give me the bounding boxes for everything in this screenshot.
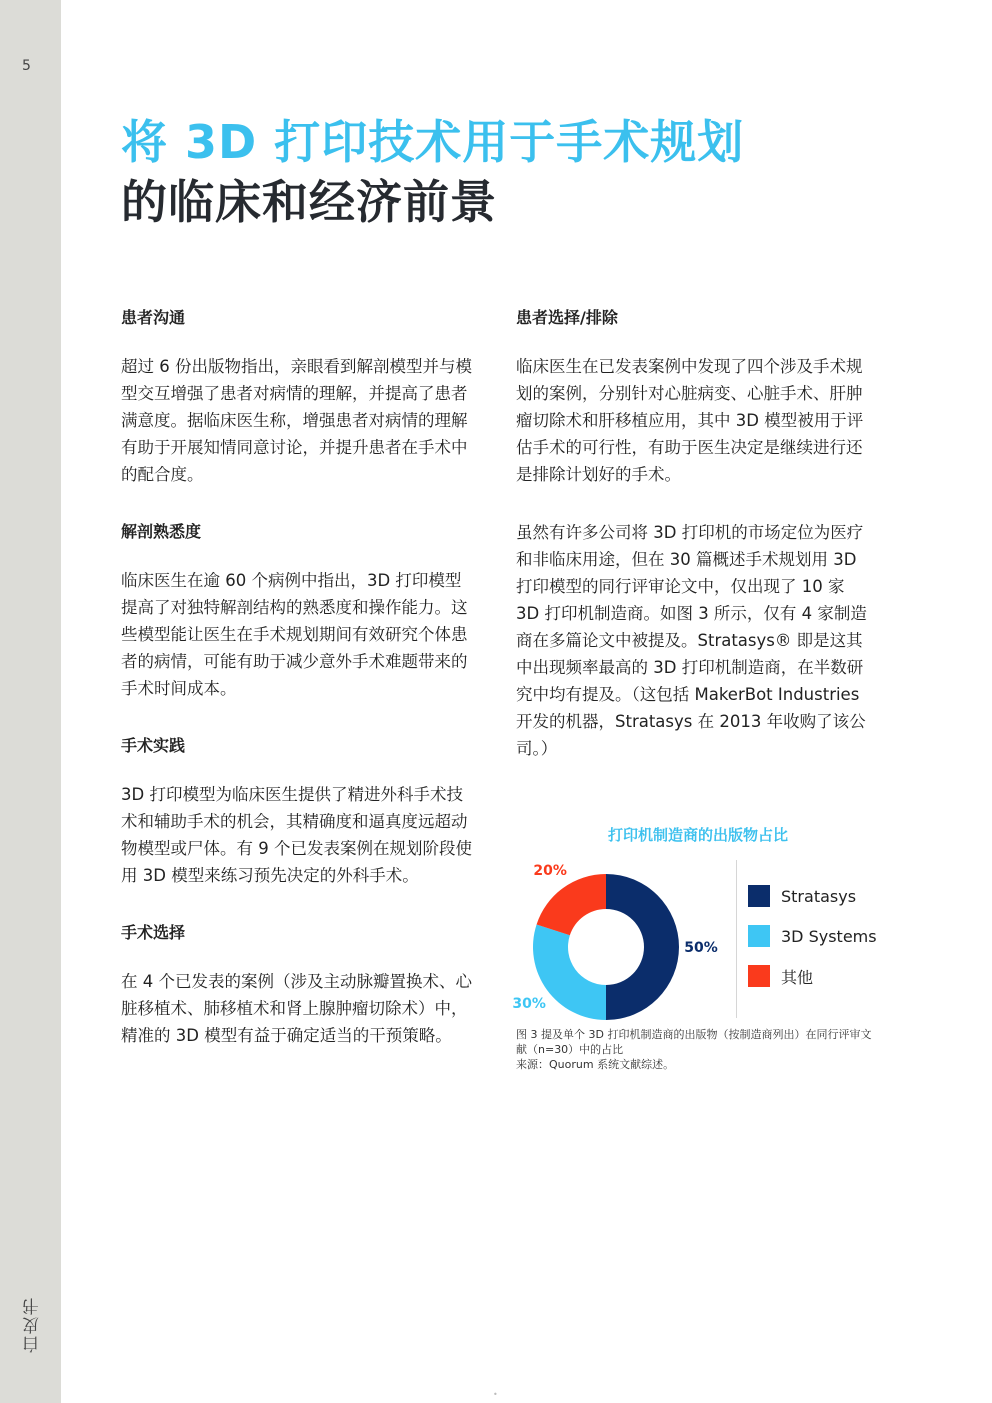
section-heading: 解剖熟悉度 xyxy=(121,522,202,541)
section-heading: 手术选择 xyxy=(121,923,186,942)
section-heading-patient-selection: 患者选择/排除 xyxy=(516,308,618,327)
section-patient-communication xyxy=(121,305,477,488)
legend-label: 其他 xyxy=(781,967,814,987)
title-line-1: 将 3D 打印技术用于手术规划 xyxy=(121,115,745,169)
legend-item-other xyxy=(748,956,877,996)
legend-item-stratasys xyxy=(748,876,877,916)
legend-divider xyxy=(736,860,737,1018)
section-heading: 手术实践 xyxy=(121,736,186,755)
section-text: 在 4 个已发表的案例（涉及主动脉瓣置换术、心脏移植术、肺移植术和肾上腺肿瘤切除术）中，精准的 3D 模型有益于确定适当的干预策略。 xyxy=(121,972,472,1045)
section-heading: 患者沟通 xyxy=(121,308,186,327)
section-surgical-selection xyxy=(121,920,477,1049)
chart-legend xyxy=(748,876,877,996)
title-line-2: 的临床和经济前景 xyxy=(121,175,497,229)
donut-chart-svg xyxy=(508,850,738,1030)
page-title xyxy=(121,112,744,232)
paragraph-1: 临床医生在已发表案例中发现了四个涉及手术规划的案例，分别针对心脏病变、心脏手术、肝肿瘤切除术和肝移植应用，其中 3D 模型被用于评估手术的可行性，有助于医生决定是继续进行还是排除计划好的手术。 xyxy=(516,357,864,484)
slice-stratasys xyxy=(606,874,679,1020)
section-text: 临床医生在逾 60 个病例中指出，3D 打印模型提高了对独特解剖结构的熟悉度和操作能力。这些模型能让医生在手术规划期间有效研究个体患者的病情，可能有助于减少意外手术难题带来的手术时间成本。 xyxy=(121,571,468,698)
legend-label: 3D Systems xyxy=(781,926,877,946)
legend-swatch xyxy=(748,885,770,907)
caption-line-1: 图 3 提及单个 3D 打印机制造商的出版物（按制造商列出）在同行评审文献（n=30）中的占比 xyxy=(516,1028,872,1056)
section-text: 3D 打印模型为临床医生提供了精进外科手术技术和辅助手术的机会，其精确度和逼真度远超动物模型或尸体。有 9 个已发表案例在规划阶段使用 3D 模型来练习预先决定的外科手术。 xyxy=(121,785,472,885)
left-column xyxy=(121,305,477,1080)
slice-other xyxy=(537,874,606,935)
legend-item-3d-systems xyxy=(748,916,877,956)
label-stratasys: 50% xyxy=(684,940,718,956)
right-column xyxy=(516,305,868,793)
legend-label: Stratasys xyxy=(781,886,857,906)
figure-caption xyxy=(516,1027,876,1072)
label-other: 20% xyxy=(533,863,567,880)
caption-source: 来源：Quorum 系统文献综述。 xyxy=(516,1058,675,1071)
footer-mark: • xyxy=(493,1390,498,1399)
legend-swatch xyxy=(748,965,770,987)
chart-title: 打印机制造商的出版物占比 xyxy=(607,826,788,844)
legend-swatch xyxy=(748,925,770,947)
document-type-label: 白皮书 xyxy=(23,1296,43,1353)
section-anatomy-familiarity xyxy=(121,519,477,702)
section-surgical-practice xyxy=(121,733,477,889)
paragraph-2: 虽然有许多公司将 3D 打印机的市场定位为医疗和非临床用途，但在 30 篇概述手术规划用 3D 打印模型的同行评审论文中，仅出现了 10 家 3D 打印机制造商。如图 3 所示，仅有 4 家制造商在多篇论文中被提及。Stratasys® 即是这其中出现频率最高的 3D 打印机制造商，在半数研究中均有提及。（这包括 MakerBot Industries 开发的机器，Stratasys 在 2013 年收购了该公司。） xyxy=(516,523,867,758)
page-number: 5 xyxy=(22,58,31,74)
section-text: 超过 6 份出版物指出，亲眼看到解剖模型并与模型交互增强了患者对病情的理解，并提高了患者满意度。据临床医生称，增强患者对病情的理解有助于开展知情同意讨论，并提升患者在手术中的配合度。 xyxy=(121,357,472,484)
sidebar-strip xyxy=(0,0,61,1403)
label-3d-systems: 30% xyxy=(512,995,546,1012)
